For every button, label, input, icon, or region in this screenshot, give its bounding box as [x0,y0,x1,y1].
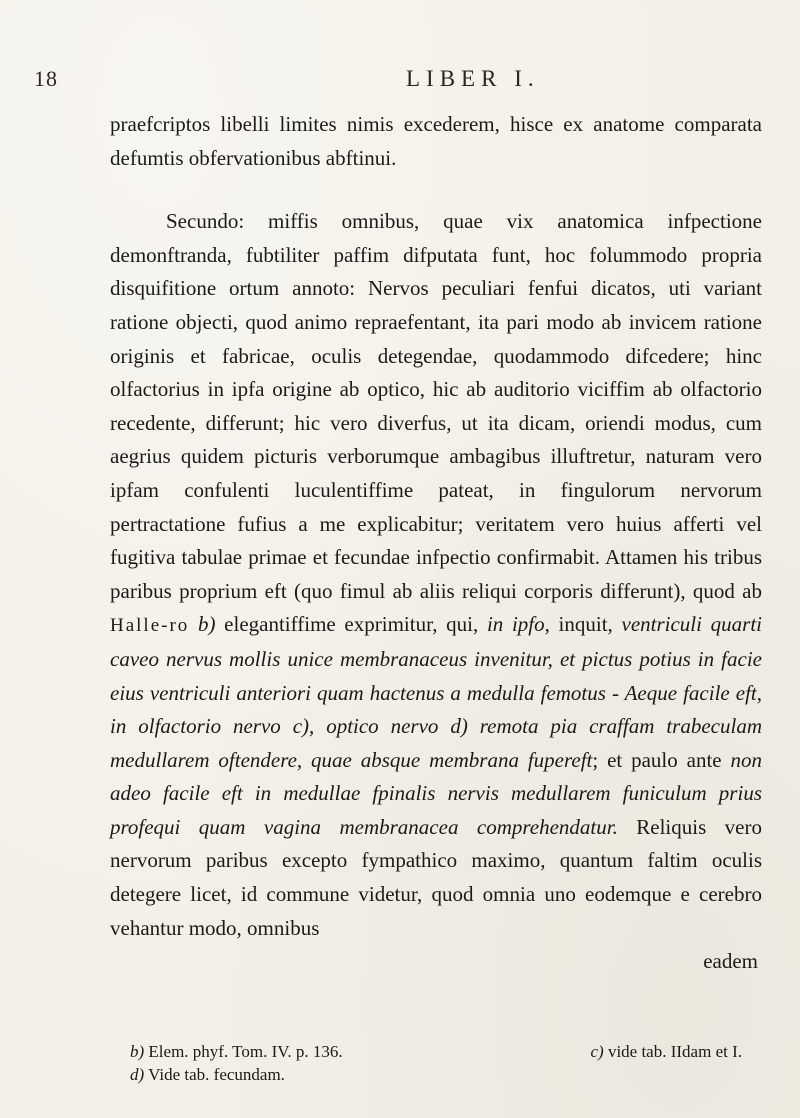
footnote-mark: d) [130,1065,145,1084]
footnotes [130,1040,760,1086]
paragraph-text: Reliquis vero nervorum paribus excepto fympathico maximo, quantum faltim oculis detegere licet, id commune videtur, quod omnia uno eodemque e cerebro vehantur modo, omnibus [110,814,762,940]
footnote-row [130,1040,760,1063]
paragraph-text: ; et paulo ante [592,747,731,772]
paragraph-continuation: praefcriptos libelli limites nimis excederem, hisce ex anatome comparata defumtis obfervationibus abftinui. [110,112,762,170]
footnote-row [130,1063,760,1086]
footnote-text: vide tab. IIdam et I. [603,1042,742,1061]
footnote-ref-b: b) [198,612,216,637]
author-name: Halle-ro [110,615,190,637]
footnote-c [590,1040,742,1063]
body-text [110,108,762,979]
quote-text: ventriculi quarti caveo nervus mollis unice membranaceus invenitur, et pictus potius in facie eius ventriculi anteriori quam hactenus a medulla femotus - Aeque facile eft, in olfactorio nervo c), optico nervo d) remota pia craffam trabeculam medullarem oftendere, quae absque membrana fupereft [110,612,762,772]
page-number: 18 [34,66,58,91]
paragraph-text: , inquit, [544,612,622,637]
footnote-b [130,1040,343,1063]
footnote-mark: b) [130,1042,145,1061]
footnote-mark: c) [590,1042,604,1061]
paragraph-secundo [110,205,762,945]
footnote-d [130,1063,285,1086]
quote-text: non adeo facile eft in medullae fpinalis nervis medullarem funiculum prius profequi quam vagina membranacea comprehendatur. [110,747,762,839]
paragraph-text: elegantiffime exprimitur, qui, [215,612,487,637]
running-title: LIBER I. [406,66,540,91]
footnote-text: Elem. phyf. Tom. IV. p. 136. [144,1042,343,1061]
quote-text: in ipfo [486,612,545,637]
catchword-line [110,945,762,979]
running-head [34,66,740,96]
paragraph-text: Secundo: miffis omnibus, quae vix anatomica infpectione demonftranda, fubtiliter paffim difputata funt, hoc folummodo propria disquifitione ortum annoto: Nervos peculiari fenfui dicatos, uti variant ratione objecti, quod animo repraefentant, ita pari modo ab invicem ratione originis et fabricae, oculis detegendae, quodammodo difcedere; hinc olfactorius in ipfa origine ab optico, hic ab auditorio viciffim ab olfactorio recedente, differunt; hic vero diverfus, ut ita dicam, oriendi modus, cum aegrius quidem picturis verborumque ambagibus illuftretur, naturam vero ipfam confulenti luculentiffime pateat, in fingulorum nervorum pertractatione fufius a me explicabitur; veritatem vero huius afferti vel fugitiva tabulae primae et fecundae infpectio confirmabit. Attamen his tribus paribus proprium eft (quo fimul ab aliis reliqui corporis differunt), quod ab [110,209,762,603]
catchword: eadem [703,949,758,974]
footnote-text: Vide tab. fecundam. [144,1065,285,1084]
